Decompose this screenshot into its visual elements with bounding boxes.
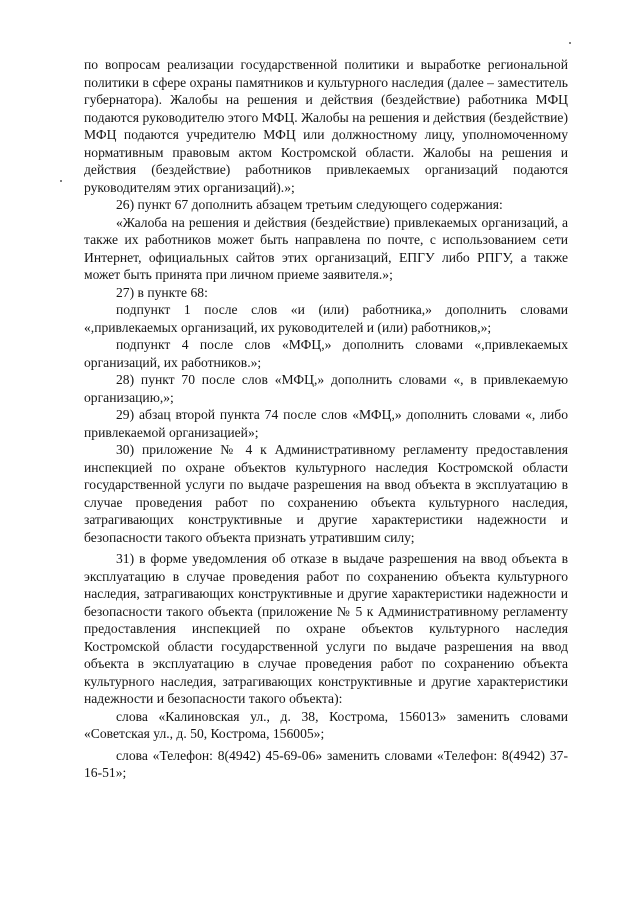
document-body — [84, 56, 568, 782]
paragraph-item-29: 29) абзац второй пункта 74 после слов «МФЦ,» дополнить словами «, либо привлекаемой организацией»; — [84, 407, 568, 440]
paragraph-quote-complaint: «Жалоба на решения и действия (бездействие) привлекаемых организаций, а также их работников может быть направлена по почте, с использованием сети Интернет, официальных сайтов этих организаций, ЕПГУ либо РПГУ, а также может быть принята при личном приеме заявителя.»; — [84, 214, 568, 282]
paragraph-replace-phone: слова «Телефон: 8(4942) 45-69-06» заменить словами «Телефон: 8(4942) 37-16-51»; — [84, 747, 568, 780]
paragraph-subitem-4: подпункт 4 после слов «МФЦ,» дополнить словами «,привлекаемых организаций, их работников.»; — [84, 337, 568, 370]
paragraph-item-31: 31) в форме уведомления об отказе в выдаче разрешения на ввод объекта в эксплуатацию в случае проведения работ по сохранению объекта культурного наследия, затрагивающих конструктивные и другие характеристики надежности и безопасности такого объекта (приложение № 5 к Административному регламенту предоставления инспекцией по охране объектов культурного наследия Костромской области государственной услуги по выдаче разрешения на ввод объекта в эксплуатацию в случае проведения работ по сохранению объекта культурного наследия, затрагивающих конструктивные и другие характеристики надежности и безопасности такого объекта): — [84, 551, 568, 706]
paragraph-item-27: 27) в пункте 68: — [116, 284, 208, 300]
paragraph-item-30: 30) приложение № 4 к Административному регламенту предоставления инспекцией по охране объектов культурного наследия Костромской области государственной услуги по выдаче разрешения на ввод объекта в эксплуатацию в случае проведения работ по сохранению объекта культурного наследия, затрагивающих конструктивные и другие характеристики надежности и безопасности такого объекта признать утратившим силу; — [84, 442, 568, 545]
paragraph-continuation: по вопросам реализации государственной политики и выработке региональной политики в сфере охраны памятников и культурного наследия (далее – заместитель губернатора). Жалобы на решения и действия (бездействие) работника МФЦ подаются руководителю этого МФЦ. Жалобы на решения и действия (бездействие) МФЦ подаются учредителю МФЦ или должностному лицу, уполномоченному нормативным правовым актом Костромской области. Жалобы на решения и действия (бездействие) работников привлекаемых организаций подаются руководителям этих организаций).»; — [84, 57, 568, 195]
paragraph-item-28: 28) пункт 70 после слов «МФЦ,» дополнить словами «, в привлекаемую организацию,»; — [84, 372, 568, 405]
scan-speck — [569, 42, 571, 44]
scan-speck — [60, 180, 62, 182]
paragraph-item-26: 26) пункт 67 дополнить абзацем третьим следующего содержания: — [116, 197, 503, 212]
paragraph-subitem-1: подпункт 1 после слов «и (или) работника,» дополнить словами «,привлекаемых организаций, их руководителей и (или) работников,»; — [84, 302, 568, 335]
paragraph-replace-address: слова «Калиновская ул., д. 38, Кострома, 156013» заменить словами «Советская ул., д. 50, Кострома, 156005»; — [84, 708, 568, 741]
